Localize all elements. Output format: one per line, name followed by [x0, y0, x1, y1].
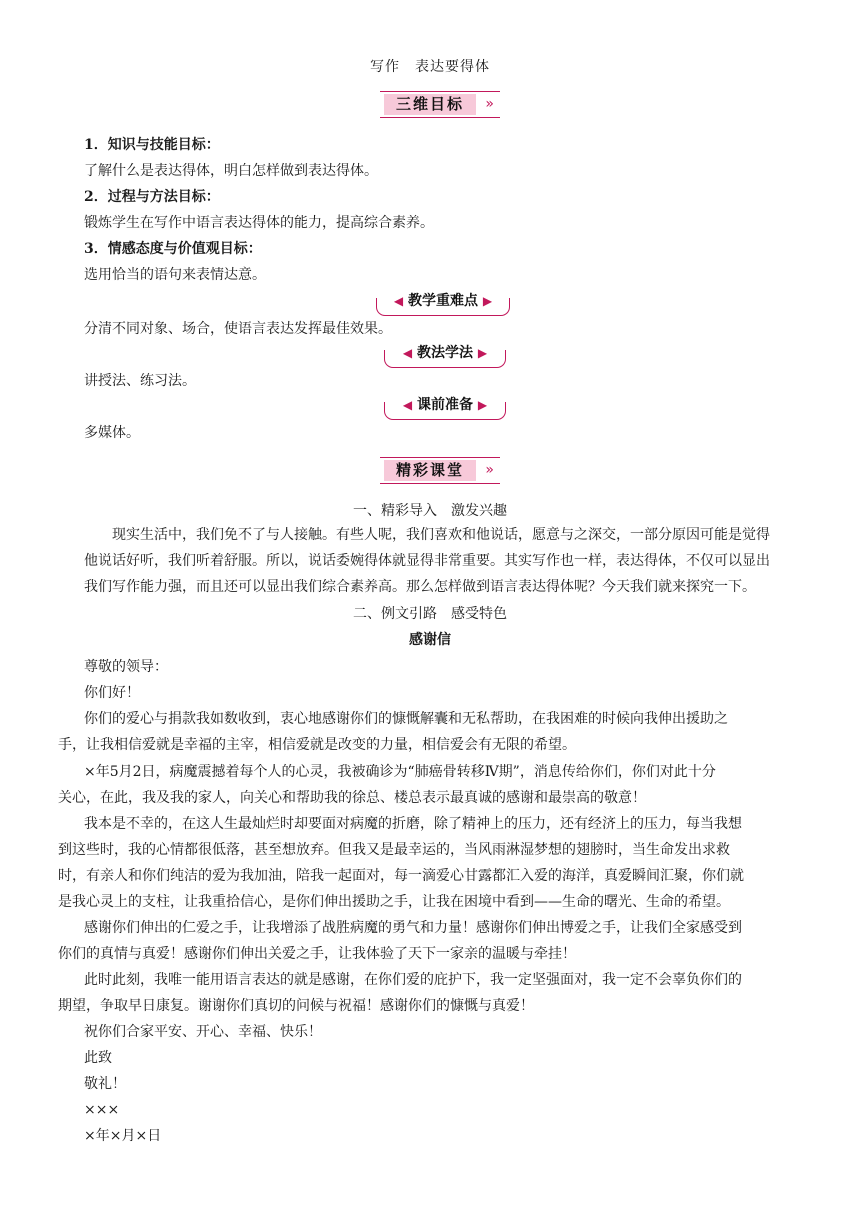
letter-p4-l2: 你们的真情与真爱！感谢你们伸出关爱之手，让我体验了天下一家亲的温暖与牵挂！ — [58, 946, 576, 962]
section-banner-goals — [380, 91, 500, 118]
heading-method — [384, 345, 506, 368]
goal-2-heading: 2．过程与方法目标： — [84, 189, 220, 205]
section-banner-class — [380, 457, 500, 484]
letter-p1-l1: 你们的爱心与捐款我如数收到，衷心地感谢你们的慷慨解囊和无私帮助，在我困难的时候向我伸出援助之 — [84, 711, 728, 727]
intro-line-2: 他说话好听，我们听着舒服。所以，说话委婉得体就显得非常重要。其实写作也一样，表达得体，不仅可以显出 — [84, 553, 770, 569]
double-arrow-icon: » — [485, 462, 494, 478]
part2-title: 二、例文引路 感受特色 — [353, 606, 507, 622]
difficulty-text: 分清不同对象、场合，使语言表达发挥最佳效果。 — [84, 321, 392, 337]
chevron-right-icon: ▶ — [477, 398, 488, 412]
heading-method-label: 教法学法 — [417, 345, 473, 361]
letter-p1-l2: 手，让我相信爱就是幸福的主宰，相信爱就是改变的力量，相信爱会有无限的希望。 — [58, 737, 576, 753]
chevron-left-icon: ◀ — [393, 294, 404, 308]
double-arrow-icon: » — [485, 96, 494, 112]
goal-3-heading: 3．情感态度与价值观目标： — [84, 241, 262, 257]
letter-p2-l2: 关心，在此，我及我的家人，向关心和帮助我的徐总、楼总表示最真诚的感谢和最崇高的敬意！ — [58, 790, 646, 806]
letter-date: ×年×月×日 — [84, 1128, 162, 1144]
letter-closing-2: 敬礼！ — [84, 1076, 126, 1092]
part1-title: 一、精彩导入 激发兴趣 — [353, 503, 507, 519]
chevron-left-icon: ◀ — [402, 398, 413, 412]
letter-p3-l1: 我本是不幸的，在这人生最灿烂时却要面对病魔的折磨，除了精神上的压力，还有经济上的压力，每当我想 — [84, 816, 742, 832]
letter-p3-l2: 到这些时，我的心情都很低落，甚至想放弃。但我又是最幸运的，当风雨淋湿梦想的翅膀时，当生命发出求救 — [58, 842, 730, 858]
banner-label: 三维目标 — [384, 94, 476, 115]
letter-p3-l4: 是我心灵上的支柱，让我重拾信心，是你们伸出援助之手，让我在困境中看到——生命的曙光、生命的希望。 — [58, 894, 730, 910]
letter-signature: ××× — [84, 1102, 120, 1118]
chevron-right-icon: ▶ — [482, 294, 493, 308]
prep-text: 多媒体。 — [84, 425, 140, 441]
intro-line-1: 现实生活中，我们免不了与人接触。有些人呢，我们喜欢和他说话，愿意与之深交，一部分原因可能是觉得 — [112, 527, 770, 543]
letter-greeting: 你们好！ — [84, 685, 140, 701]
goal-3-text: 选用恰当的语句来表情达意。 — [84, 267, 266, 283]
heading-prep — [384, 397, 506, 420]
method-text: 讲授法、练习法。 — [84, 373, 196, 389]
page-title: 写作 表达要得体 — [370, 59, 490, 75]
chevron-right-icon: ▶ — [477, 346, 488, 360]
letter-salutation: 尊敬的领导： — [84, 659, 168, 675]
intro-line-3: 我们写作能力强，而且还可以显出我们综合素养高。那么怎样做到语言表达得体呢？今天我们就来探究一下。 — [84, 579, 756, 595]
letter-wish: 祝你们合家平安、开心、幸福、快乐！ — [84, 1024, 322, 1040]
chevron-left-icon: ◀ — [402, 346, 413, 360]
goal-1-heading: 1．知识与技能目标： — [84, 137, 220, 153]
letter-p4-l1: 感谢你们伸出的仁爱之手，让我增添了战胜病魔的勇气和力量！感谢你们伸出博爱之手，让我们全家感受到 — [84, 920, 742, 936]
letter-closing-1: 此致 — [84, 1050, 112, 1066]
goal-2-text: 锻炼学生在写作中语言表达得体的能力，提高综合素养。 — [84, 215, 434, 231]
letter-p2-l1: ×年5月2日，病魔震撼着每个人的心灵，我被确诊为“肺癌骨转移Ⅳ期”，消息传给你们，你们对此十分 — [84, 764, 716, 780]
letter-p5-l1: 此时此刻，我唯一能用语言表达的就是感谢，在你们爱的庇护下，我一定坚强面对，我一定不会辜负你们的 — [84, 972, 742, 988]
heading-prep-label: 课前准备 — [417, 397, 473, 413]
heading-difficulty-label: 教学重难点 — [408, 293, 478, 309]
banner-label: 精彩课堂 — [384, 460, 476, 481]
letter-p3-l3: 时，有亲人和你们纯洁的爱为我加油，陪我一起面对，每一滴爱心甘露都汇入爱的海洋，真爱瞬间汇聚，你们就 — [58, 868, 744, 884]
letter-title: 感谢信 — [409, 632, 451, 648]
heading-difficulty — [376, 293, 510, 316]
letter-p5-l2: 期望，争取早日康复。谢谢你们真切的问候与祝福！感谢你们的慷慨与真爱！ — [58, 998, 534, 1014]
goal-1-text: 了解什么是表达得体，明白怎样做到表达得体。 — [84, 163, 378, 179]
